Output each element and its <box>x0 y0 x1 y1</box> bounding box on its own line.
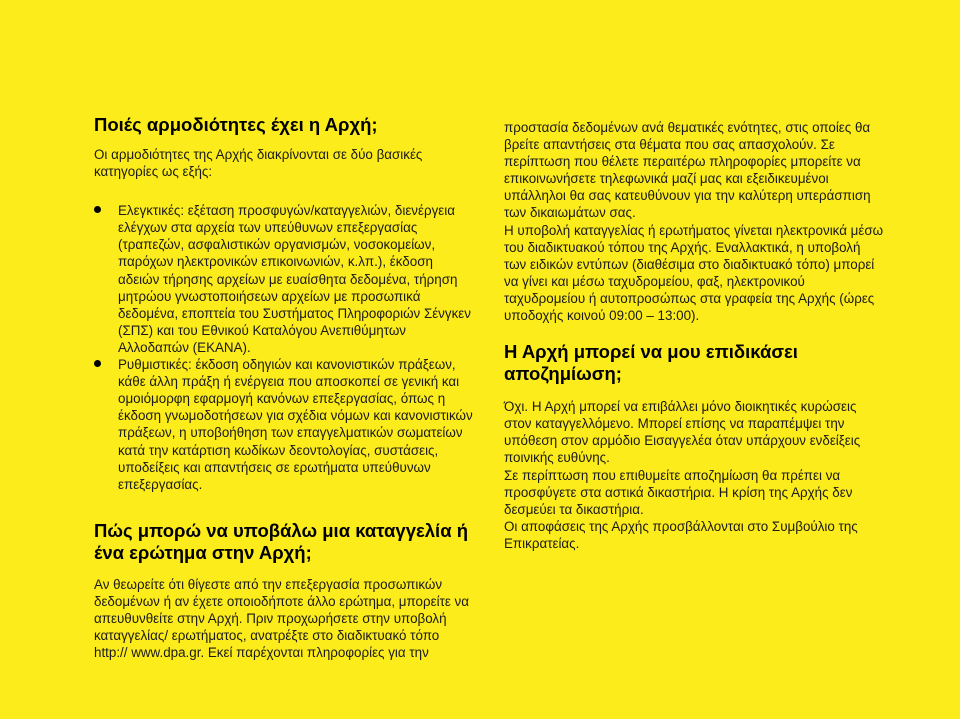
list-item-audit: Ελεγκτικές: εξέταση προσφυγών/καταγγελιών, διενέργεια ελέγχων στα αρχεία των υπεύθυνων επεξεργασίας (τραπεζών, ασφαλιστικών οργανισμών, νοσοκομείων, παρόχων ηλεκτρονικών επικοινωνιών, κ.λπ.), έκδοση αδειών τήρησης αρχείων με ευαίσθητα δεδομένα, τήρηση μητρώου γνωστοποιήσεων αρχείων με προσωπικά δεδομένα, εποπτεία του Συστήματος Πληροφοριών Σένγκεν (ΣΠΣ) και του Εθνικού Καταλόγου Ανεπιθύμητων Αλλοδαπών (ΕΚΑΝΑ). <box>94 202 474 356</box>
list-item-regulatory: Ρυθμιστικές: έκδοση οδηγιών και κανονιστικών πράξεων, κάθε άλλη πράξη ή ενέργεια που αποσκοπεί σε γενική και ομοιόμορφη εφαρμογή κανόνων επεξεργασίας, όπως η έκδοση γνωμοδοτήσεων για σχέδια νόμων και κανονιστικών πράξεων, η υποβοήθηση των επαγγελματικών σωματείων κατά την κατάρτιση κωδίκων δεοντολογίας, συστάσεις, υποδείξεις και απαντήσεις σε ερωτήματα υπεύθυνων επεξεργασίας. <box>94 356 474 493</box>
competences-list <box>94 202 474 493</box>
heading-complaint: Πώς μπορώ να υποβάλω μια καταγγελία ή ένα ερώτημα στην Αρχή; <box>94 519 469 563</box>
continuation-text-1: προστασία δεδομένων ανά θεματικές ενότητες, στις οποίες θα βρείτε απαντήσεις στα θέματα που σας απασχολούν. Σε περίπτωση που θέλετε περαιτέρω πληροφορίες μπορείτε να επικοινωνήσετε τηλεφωνικά μαζί μας και εξειδικευμένοι υπάλληλοι θα σας κατευθύνουν για την καλύτερη υπεράσπιση των δικαιωμάτων σας. <box>504 120 871 221</box>
continuation-text-2: Η υποβολή καταγγελίας ή ερωτήματος γίνεται ηλεκτρονικά μέσω του διαδικτυακού τόπου της Αρχής. Εναλλακτικά, η υποβολή των ειδικών εντύπων (διαθέσιμα στο διαδικτυακό τόπο) μπορεί να γίνει και μέσω ταχυδρομείου, φαξ, ηλεκτρονικού ταχυδρομείου ή αυτοπροσώπως στα γραφεία της Αρχής (ώρες υποδοχής κοινού 09:00 – 13:00). <box>504 222 884 324</box>
right-column <box>504 119 884 552</box>
compensation-text-1: Όχι. Η Αρχή μπορεί να επιβάλλει μόνο διοικητικές κυρώσεις στον καταγγελλόμενο. Μπορεί επίσης να παραπέμψει την υπόθεση στον αρμόδιο Εισαγγελέα όταν υπάρχουν ενδείξεις ποινικής ευθύνης. <box>504 399 861 466</box>
heading-compensation: Η Αρχή μπορεί να μου επιδικάσει αποζημίωση; <box>504 341 798 385</box>
left-column <box>94 114 474 661</box>
heading-competences: Ποιές αρμοδιότητες έχει η Αρχή; <box>94 114 378 135</box>
compensation-text-2: Σε περίπτωση που επιθυμείτε αποζημίωση θα πρέπει να προσφύγετε στα αστικά δικαστήρια. Η κρίση της Αρχής δεν δεσμεύει τα δικαστήρια. <box>504 467 853 517</box>
complaint-text: Αν θεωρείτε ότι θίγεστε από την επεξεργασία προσωπικών δεδομένων ή αν έχετε οποιοδήποτε άλλο ερώτημα, μπορείτε να απευθυνθείτε στην Αρχή. Πριν προχωρήσετε στην υποβολή καταγγελίας/ ερωτήματος, ανατρέξτε στο διαδικτυακό τόπο http:// www.dpa.gr. Εκεί παρέχονται πληροφορίες για την <box>94 576 469 661</box>
intro-text: Οι αρμοδιότητες της Αρχής διακρίνονται σε δύο βασικές κατηγορίες ως εξής: <box>94 147 423 180</box>
compensation-text-3: Οι αποφάσεις της Αρχής προσβάλλονται στο Συμβούλιο της Επικρατείας. <box>504 518 858 551</box>
